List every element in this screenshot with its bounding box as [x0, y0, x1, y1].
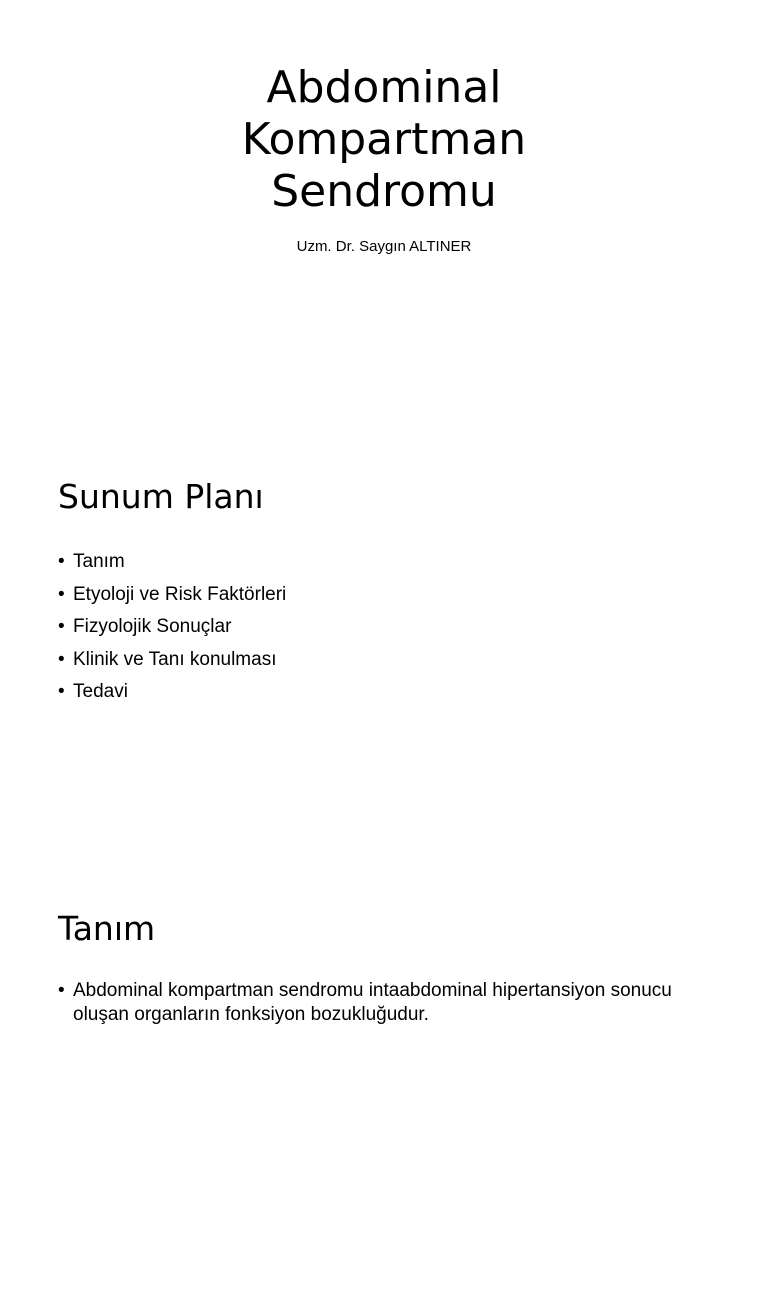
list-item-text: Tedavi	[73, 681, 128, 702]
list-item	[58, 579, 286, 612]
agenda-slide	[0, 432, 768, 864]
definition-slide	[0, 864, 768, 1296]
definition-list	[58, 979, 698, 1027]
title-line: Kompartman	[241, 114, 527, 165]
title-line: Abdominal	[266, 62, 502, 113]
title-slide	[0, 0, 768, 432]
bullet-icon: •	[58, 583, 65, 605]
slide-title: Tanım	[58, 909, 156, 948]
bullet-icon: •	[58, 681, 65, 702]
list-item-text: Klinik ve Tanı konulması	[73, 648, 277, 670]
list-item-text: Abdominal kompartman sendromu intaabdominal hipertansiyon sonucu oluşan organların fonksiyon bozukluğudur.	[73, 980, 672, 1025]
bullet-icon: •	[58, 551, 65, 572]
bullet-icon: •	[58, 980, 65, 1001]
presentation-title	[0, 62, 768, 218]
presenter-name: Uzm. Dr. Saygın ALTINER	[296, 238, 472, 255]
list-item	[58, 611, 286, 644]
title-line: Sendromu	[271, 166, 497, 217]
bullet-icon: •	[58, 616, 65, 637]
list-item-text: Tanım	[73, 551, 125, 572]
list-item	[58, 546, 286, 579]
list-item	[58, 979, 698, 1027]
list-item	[58, 644, 286, 677]
bullet-icon: •	[58, 648, 65, 670]
list-item	[58, 676, 286, 709]
agenda-list	[58, 546, 286, 709]
list-item-text: Fizyolojik Sonuçlar	[73, 616, 232, 637]
list-item-text: Etyoloji ve Risk Faktörleri	[73, 583, 287, 605]
slide-title: Sunum Planı	[58, 477, 264, 516]
